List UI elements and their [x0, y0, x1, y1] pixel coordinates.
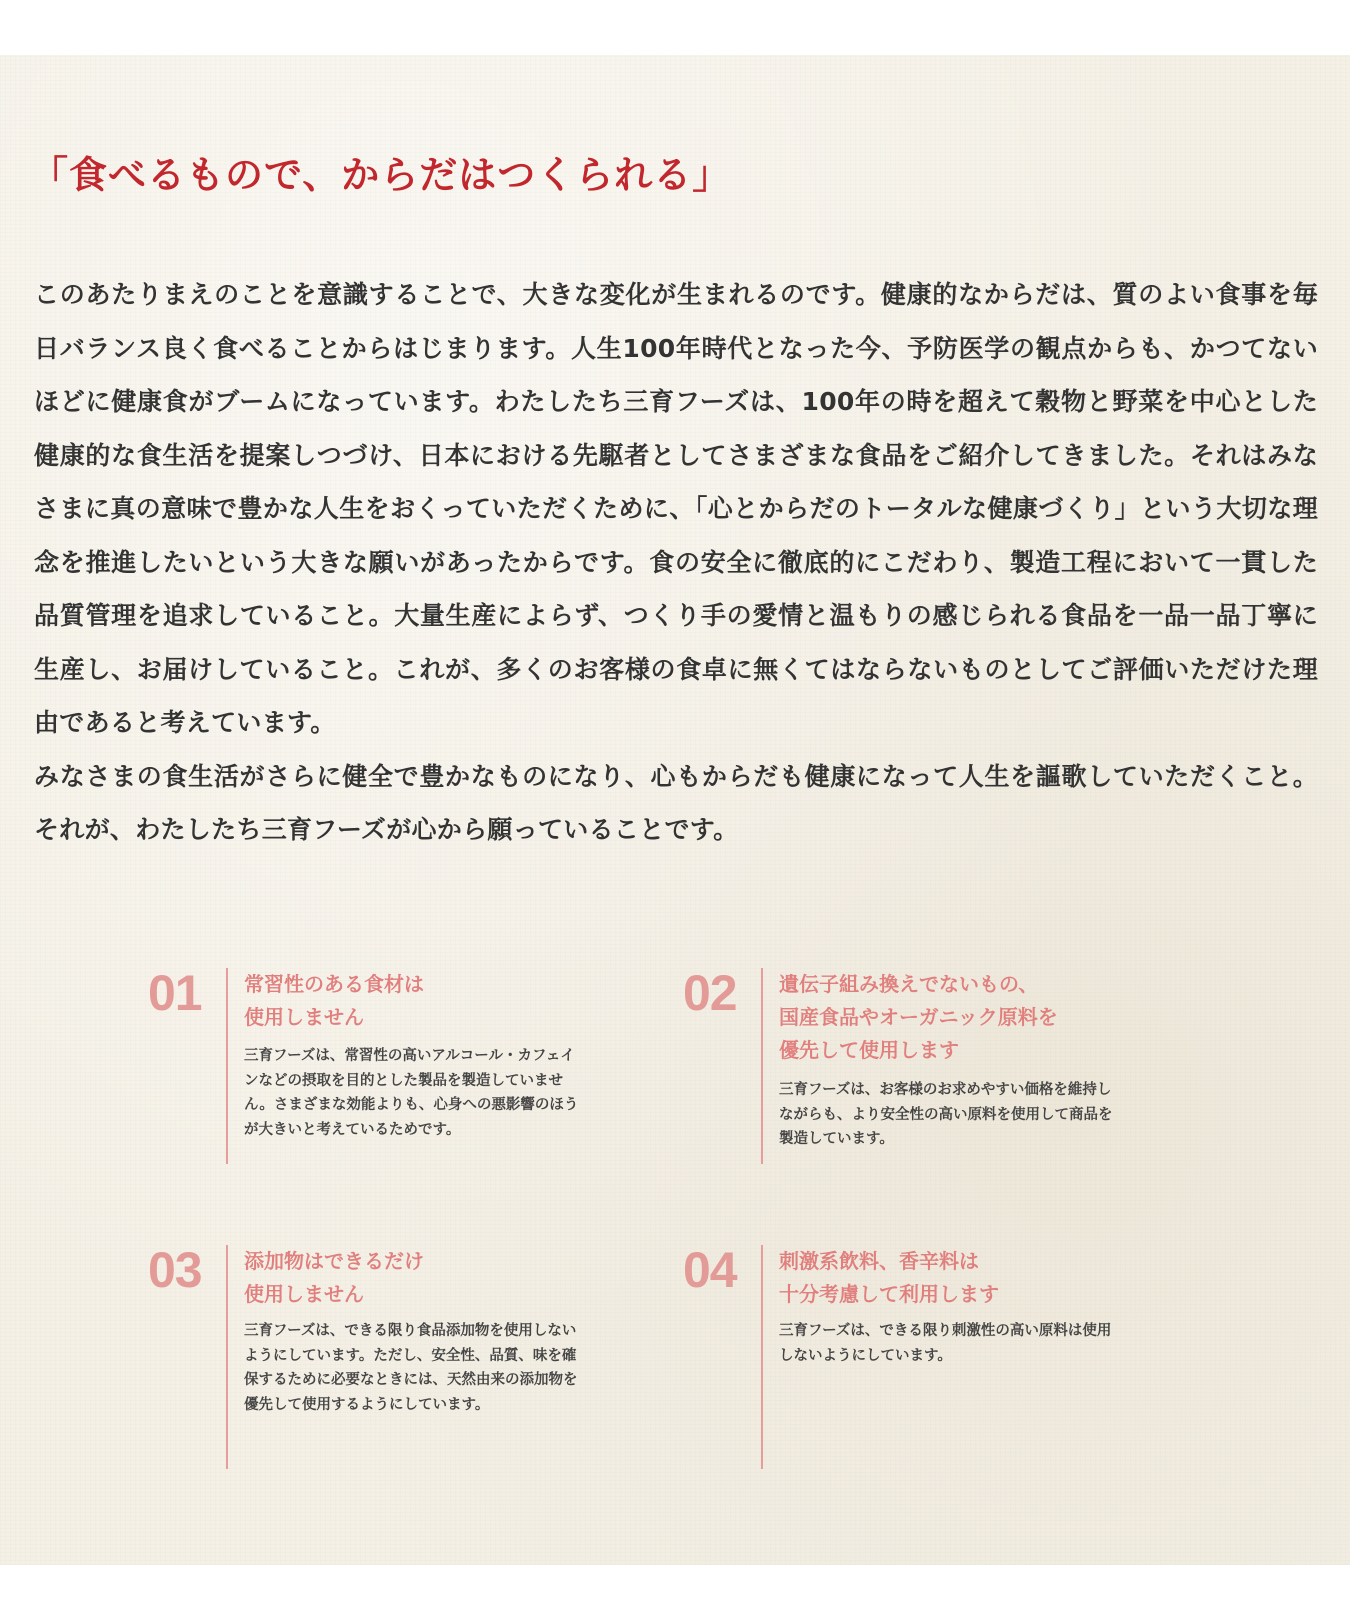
feature-number: 01	[148, 965, 202, 1021]
feature-title: 刺激系飲料、香辛料は 十分考慮して利用します	[779, 1249, 999, 1306]
feature-number: 03	[148, 1242, 202, 1298]
feature-divider	[226, 1245, 228, 1469]
feature-title: 添加物はできるだけ 使用しません	[244, 1249, 424, 1306]
intro-paragraph: このあたりまえのことを意識することで、大きな変化が生まれるのです。健康的なからだは、質のよい食事を毎日バランス良く食べることからはじまります。人生100年時代となった今、予防医学の観点からも、かつてないほどに健康食がブームになっています。わたしたち三育フーズは、100年の時を超えて穀物と野菜を中心とした健康的な食生活を提案しつづけ、日本における先駆者としてさまざまな食品をご紹介してきました。それはみなさまに真の意味で豊かな人生をおくっていただくために、「心とからだのトータルな健康づくり」という大切な理念を推進したいという大きな願いがあったからです。食の安全に徹底的にこだわり、製造工程において一貫した品質管理を追求していること。大量生産によらず、つくり手の愛情と温もりの感じられる食品を一品一品丁寧に生産し、お届けしていること。これが、多くのお客様の食卓に無くてはならないものとしてご評価いただけた理由であると考えています。 みなさまの食生活がさらに健全で豊かなものになり、心もからだも健康になって人生を謳歌していただくこと。それが、わたしたち三育フーズが心から願っていることです。	[34, 280, 1318, 844]
feature-01	[148, 965, 628, 1168]
feature-number: 04	[683, 1242, 737, 1298]
feature-02	[683, 965, 1163, 1168]
feature-number: 02	[683, 965, 737, 1021]
feature-body: 三育フーズは、常習性の高いアルコール・カフェインなどの摂取を目的とした製品を製造していません。さまざまな効能よりも、心身への悪影響のほうが大きいと考えているためです。	[244, 1048, 579, 1138]
feature-body: 三育フーズは、できる限り食品添加物を使用しないようにしています。ただし、安全性、品質、味を確保するために必要なときには、天然由来の添加物を優先して使用するようにしています。	[244, 1323, 578, 1413]
feature-title: 遺伝子組み換えでないもの、 国産食品やオーガニック原料を 優先して使用します	[779, 972, 1058, 1062]
feature-03	[148, 1242, 628, 1475]
feature-divider	[226, 968, 228, 1164]
feature-divider	[761, 1245, 763, 1469]
headline: 「食べるもので、からだはつくられる」	[30, 152, 732, 197]
feature-divider	[761, 968, 763, 1164]
feature-04	[683, 1242, 1163, 1475]
feature-body: 三育フーズは、できる限り刺激性の高い原料は使用しないようにしています。	[779, 1323, 1112, 1364]
feature-body: 三育フーズは、お客様のお求めやすい価格を維持しながらも、より安全性の高い原料を使用して商品を製造しています。	[779, 1082, 1113, 1147]
feature-title: 常習性のある食材は 使用しません	[244, 972, 424, 1029]
